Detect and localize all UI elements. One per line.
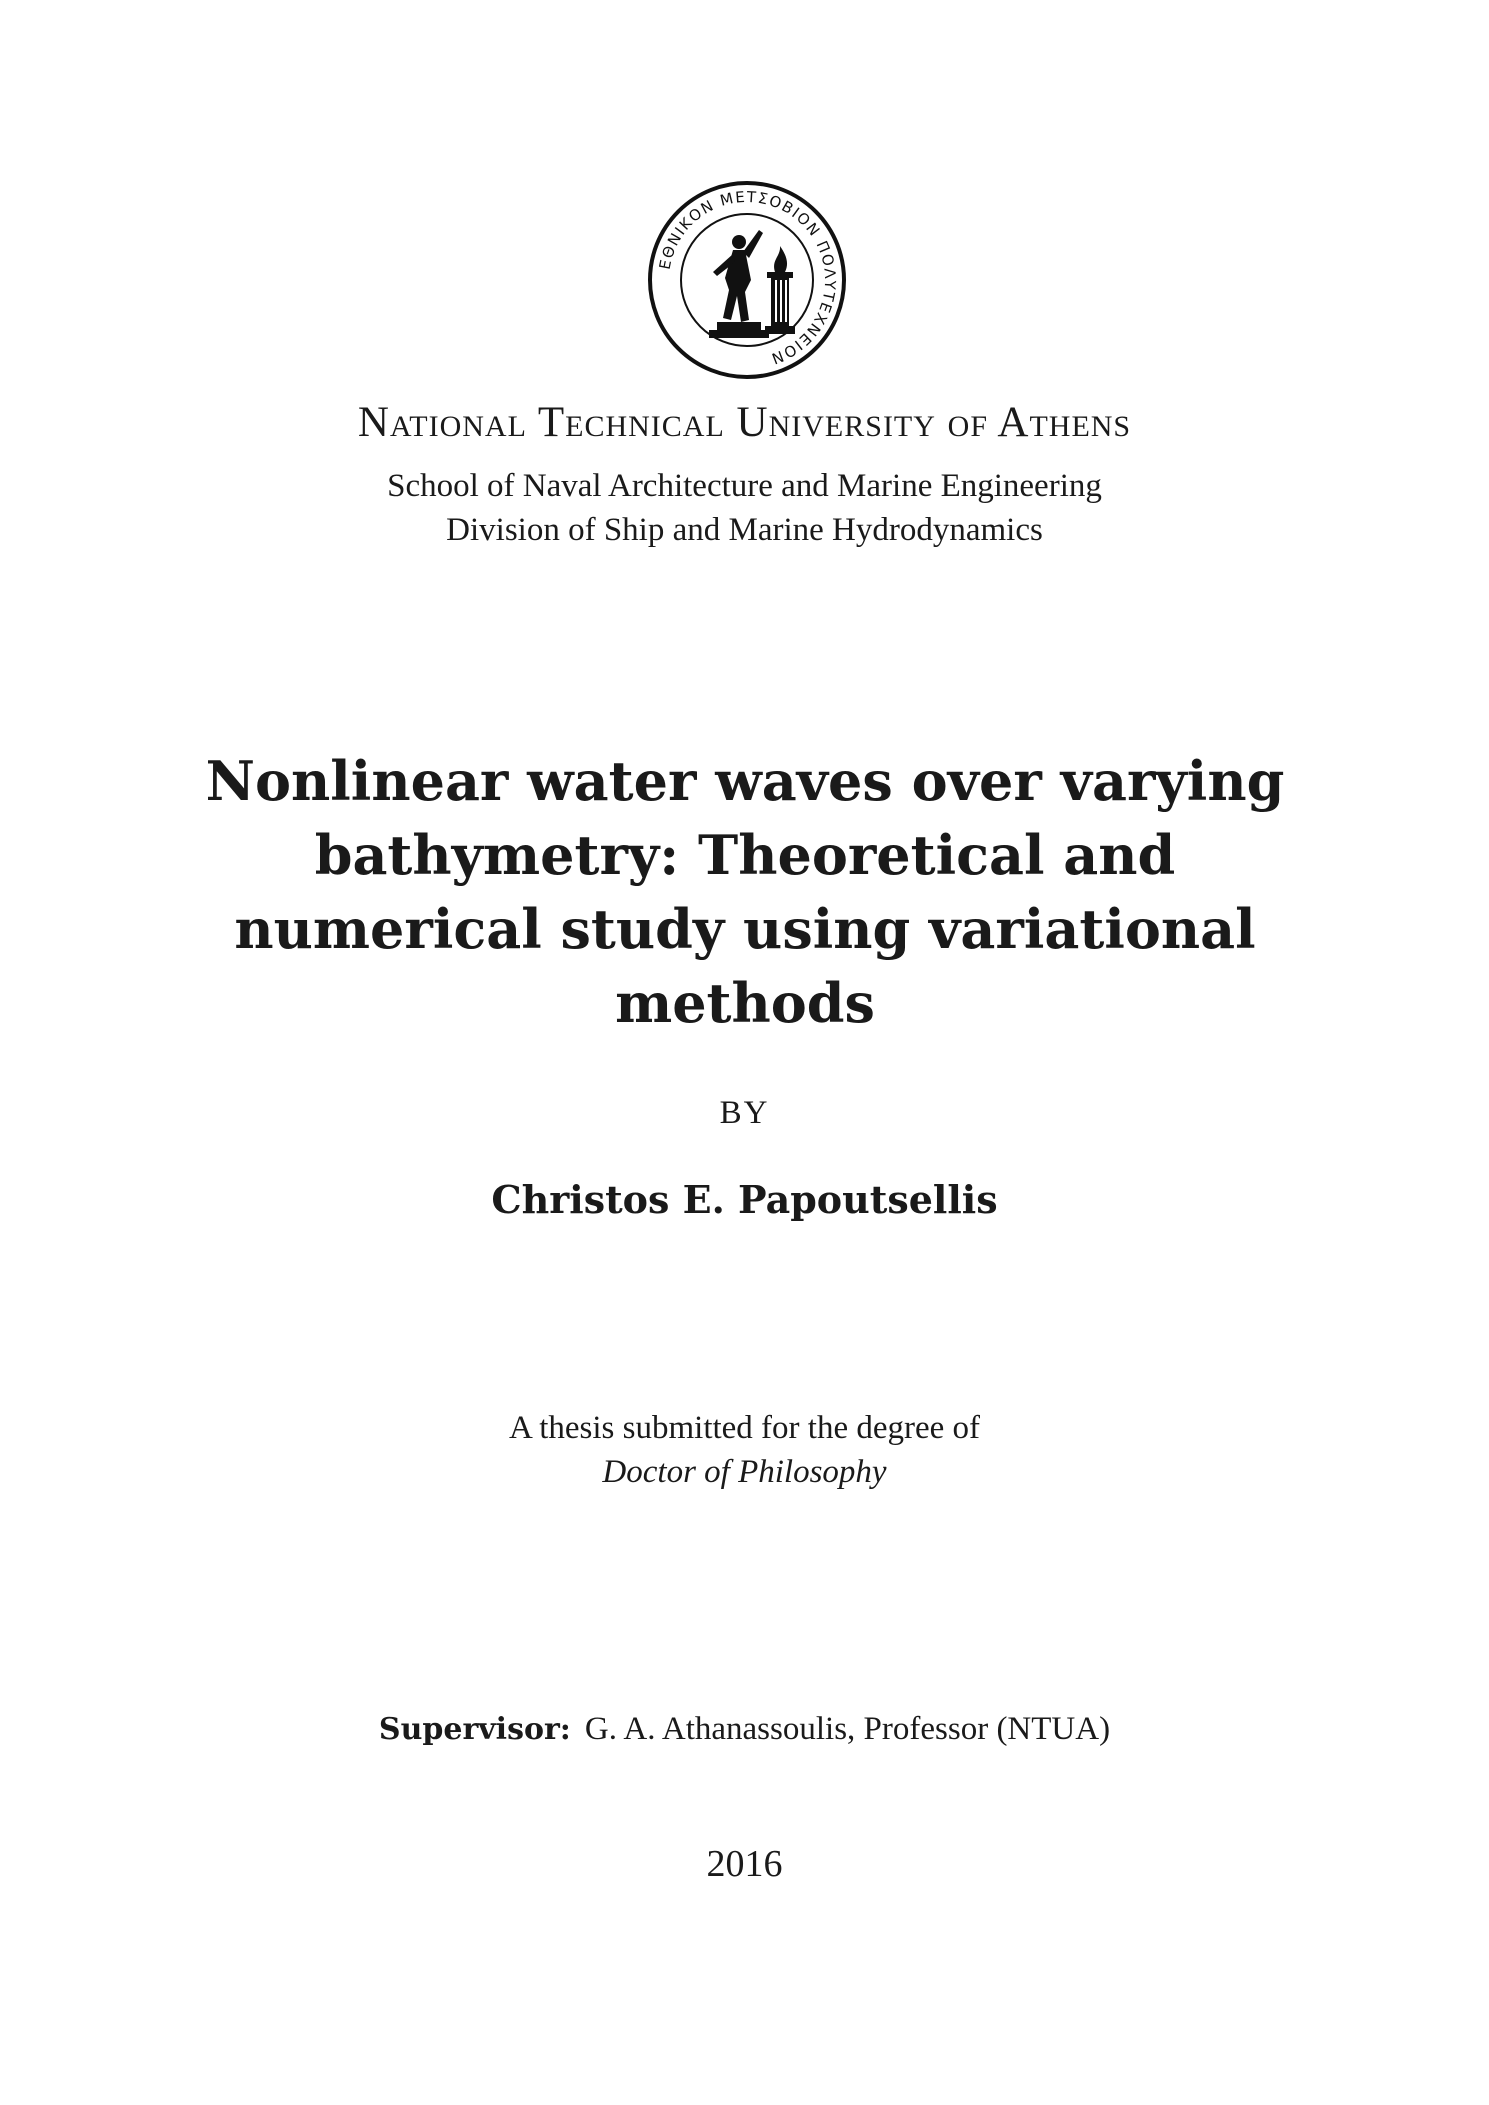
supervisor-line xyxy=(0,1707,1489,1752)
school-name: School of Naval Architecture and Marine Engineering xyxy=(387,468,1102,504)
university-name: National Technical University of Athens xyxy=(357,399,1132,446)
svg-text:ΕΘΝΙΚΟΝ ΜΕΤΣΟΒΙΟΝ ΠΟΛΥΤΕΧΝΕΙΟΝ: ΕΘΝΙΚΟΝ ΜΕΤΣΟΒΙΟΝ ΠΟΛΥΤΕΧΝΕΙΟΝ xyxy=(655,187,840,369)
seal-emblem-icon xyxy=(647,180,847,380)
title-line: Nonlinear water waves over varying xyxy=(205,749,1285,813)
supervisor-label: Supervisor: xyxy=(378,1712,571,1747)
title-line: methods xyxy=(615,971,875,1035)
supervisor-name: G. A. Athanassoulis, Professor (NTUA) xyxy=(584,1711,1111,1747)
author-name: Christos E. Papoutsellis xyxy=(491,1177,998,1222)
degree-name: Doctor of Philosophy xyxy=(602,1454,887,1490)
year: 2016 xyxy=(706,1843,783,1885)
thesis-title xyxy=(190,744,1300,1040)
title-line: bathymetry: Theoretical and xyxy=(314,823,1176,887)
by-label: BY xyxy=(719,1095,770,1131)
title-line: numerical study using variational xyxy=(234,897,1256,961)
division-name: Division of Ship and Marine Hydrodynamics xyxy=(446,512,1043,548)
university-seal xyxy=(647,180,847,380)
degree-intro: A thesis submitted for the degree of xyxy=(508,1410,981,1446)
